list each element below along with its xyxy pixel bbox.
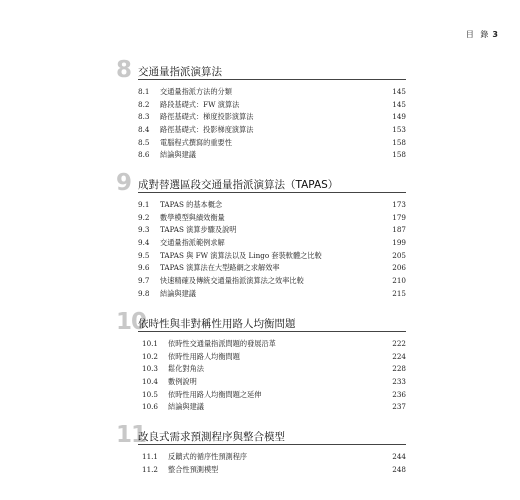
toc-entry[interactable] [116, 199, 406, 212]
entry-page: 210 [392, 276, 406, 286]
entry-page: 224 [392, 351, 406, 361]
entry-title: TAPAS 演算法在大型路網之求解效率 [160, 263, 280, 273]
entry-title: TAPAS 與 FW 演算法以及 Lingo 套裝軟體之比較 [160, 250, 322, 260]
toc-entry[interactable] [116, 262, 406, 275]
toc-entry[interactable] [116, 111, 406, 124]
entry-title: 整合性預測模型 [168, 464, 219, 474]
entry-title: 鬆化對角法 [168, 364, 204, 374]
entry-number: 10.1 [142, 339, 159, 348]
entry-page: 158 [392, 150, 406, 160]
entry-page: 222 [392, 339, 406, 348]
entry-list [116, 199, 406, 301]
entry-list [116, 86, 406, 162]
entry-number: 8.5 [138, 137, 150, 147]
entry-number: 9.4 [138, 238, 150, 248]
entry-title: 依時性交通量指派問題的發展沿革 [168, 339, 276, 348]
entry-title: 依時性用路人均衡問題 [168, 351, 240, 361]
entry-number: 8.1 [138, 87, 150, 96]
entry-number: 10.4 [142, 377, 159, 387]
entry-page: 179 [392, 212, 406, 222]
toc-entry[interactable] [116, 464, 406, 477]
entry-number: 9.7 [138, 276, 150, 286]
entry-number: 10.6 [142, 402, 159, 412]
chapter-title: 成對替選區段交通量指派演算法（TAPAS） [138, 179, 339, 191]
entry-page: 233 [392, 377, 406, 387]
chapter-number: 11 [116, 422, 147, 448]
entry-list [116, 451, 406, 476]
entry-page: 244 [392, 452, 406, 461]
entry-page: 248 [392, 464, 406, 474]
entry-number: 10.2 [142, 351, 159, 361]
entry-list [116, 338, 406, 414]
toc-entry[interactable] [116, 149, 406, 162]
entry-page: 145 [392, 87, 406, 96]
chapter-rule [138, 79, 406, 80]
chapter-heading [116, 309, 406, 335]
entry-page: 215 [392, 288, 406, 298]
entry-page: 237 [392, 402, 406, 412]
entry-number: 11.2 [142, 464, 159, 474]
chapter-title: 依時性與非對稱性用路人均衡問題 [138, 318, 296, 330]
toc-entry[interactable] [116, 389, 406, 402]
header-page-number: 3 [492, 30, 498, 39]
chapter-8 [116, 57, 406, 162]
entry-number: 8.6 [138, 150, 150, 160]
entry-title: TAPAS 的基本概念 [160, 200, 223, 209]
entry-number: 9.8 [138, 288, 150, 298]
entry-page: 205 [392, 250, 406, 260]
toc-entry[interactable] [116, 224, 406, 237]
entry-title: 快速精確及傳統交通量指派演算法之效率比較 [160, 276, 304, 286]
toc-entry[interactable] [116, 288, 406, 301]
chapter-title: 交通量指派演算法 [138, 66, 222, 78]
toc-entry[interactable] [116, 99, 406, 112]
entry-page: 158 [392, 137, 406, 147]
toc-entry[interactable] [116, 401, 406, 414]
chapter-number: 10 [116, 309, 147, 335]
toc-entry[interactable] [116, 275, 406, 288]
entry-title: 結論與建議 [160, 150, 196, 160]
entry-title: 數學模型與績效衡量 [160, 212, 225, 222]
entry-title: 反饋式的循序性預測程序 [168, 452, 248, 461]
entry-page: 199 [392, 238, 406, 248]
entry-number: 8.2 [138, 99, 150, 109]
entry-number: 9.6 [138, 263, 150, 273]
toc-entry[interactable] [116, 137, 406, 150]
chapter-title: 改良式需求預測程序與整合模型 [138, 431, 285, 443]
entry-title: 路徑基礎式：梯度投影演算法 [160, 112, 254, 122]
entry-number: 10.3 [142, 364, 159, 374]
header-label: 目 錄 [465, 30, 491, 39]
entry-number: 8.3 [138, 112, 150, 122]
entry-number: 9.1 [138, 200, 150, 209]
chapter-rule [138, 444, 406, 445]
chapter-number: 9 [116, 170, 132, 196]
entry-title: 路徑基礎式：投影梯度演算法 [160, 125, 254, 135]
toc-entry[interactable] [116, 86, 406, 99]
entry-title: 數例說明 [168, 377, 197, 387]
toc-entry[interactable] [116, 250, 406, 263]
entry-page: 149 [392, 112, 406, 122]
entry-number: 9.3 [138, 225, 150, 235]
chapter-11 [116, 422, 406, 476]
entry-page: 145 [392, 99, 406, 109]
entry-title: 交通量指派方法的分類 [160, 87, 232, 96]
toc-entry[interactable] [116, 124, 406, 137]
entry-title: 路段基礎式：FW 演算法 [160, 99, 240, 109]
toc-entry[interactable] [116, 376, 406, 389]
toc-entry[interactable] [116, 351, 406, 364]
entry-page: 206 [392, 263, 406, 273]
entry-title: 電腦程式撰寫的重要性 [160, 137, 232, 147]
chapter-9 [116, 170, 406, 301]
entry-number: 9.5 [138, 250, 150, 260]
entry-number: 10.5 [142, 389, 159, 399]
running-header [466, 29, 498, 40]
entry-page: 228 [392, 364, 406, 374]
entry-title: 依時性用路人均衡問題之延伸 [168, 389, 262, 399]
toc-entry[interactable] [116, 237, 406, 250]
toc-entry[interactable] [116, 338, 406, 351]
chapter-heading [116, 422, 406, 448]
entry-number: 11.1 [142, 452, 159, 461]
chapter-heading [116, 170, 406, 196]
chapter-rule [138, 192, 406, 193]
chapter-number: 8 [116, 57, 132, 83]
toc-entry[interactable] [116, 363, 406, 376]
entry-page: 236 [392, 389, 406, 399]
entry-title: 交通量指派範例求解 [160, 238, 225, 248]
entry-page: 173 [392, 200, 406, 209]
chapter-rule [138, 331, 406, 332]
chapter-10 [116, 309, 406, 414]
chapter-heading [116, 57, 406, 83]
entry-title: 結論與建議 [168, 402, 204, 412]
toc-entry[interactable] [116, 212, 406, 225]
entry-number: 8.4 [138, 125, 150, 135]
entry-number: 9.2 [138, 212, 150, 222]
entry-title: 結論與建議 [160, 288, 196, 298]
entry-page: 153 [392, 125, 406, 135]
toc-entry[interactable] [116, 451, 406, 464]
entry-title: TAPAS 演算步驟及說明 [160, 225, 237, 235]
entry-page: 187 [392, 225, 406, 235]
